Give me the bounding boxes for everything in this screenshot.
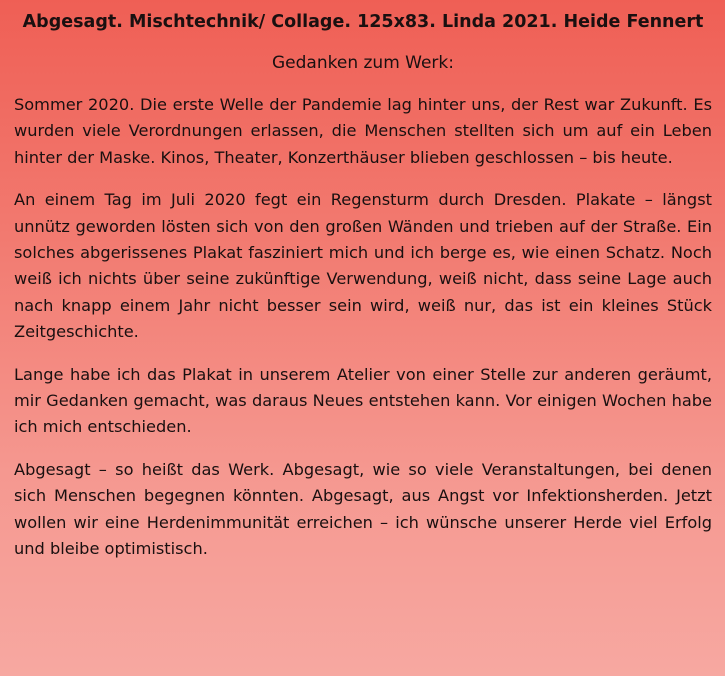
paragraph-1: Sommer 2020. Die erste Welle der Pandemie lag hinter uns, der Rest war Zukunft. Es wurden viele Verordnungen erlassen, die Menschen stellten sich um auf ein Leben hinter der Maske. Kinos, Theater, Konzerthäuser blieben geschlossen – bis heute. [14,95,712,167]
paragraph-3: Lange habe ich das Plakat in unserem Atelier von einer Stelle zur anderen geräumt, mir Gedanken gemacht, was daraus Neues entstehen kann. Vor einigen Wochen habe ich mich entschieden. [14,364,712,437]
paragraph-2: An einem Tag im Juli 2020 fegt ein Regensturm durch Dresden. Plakate – längst unnütz geworden lösten sich von den großen Wänden und trieben auf der Straße. Ein solches abgerissenes Plakat fasziniert mich und ich berge es, wie einen Schatz. Noch weiß ich nichts über seine zukünftige Verwendung, weiß nicht, dass seine Lage auch nach knapp einem Jahr nicht besser sein wird, weiß nur, das ist ein kleines Stück Zeitgeschichte. [14,190,712,342]
paragraph-4: Abgesagt – so heißt das Werk. Abgesagt, wie so viele Veranstaltungen, bei denen sich Menschen begegnen könnten. Abgesagt, aus Angst vor Infektionsherden. Jetzt wollen wir eine Herdenimmunität erreichen – ich wünsche unserer Herde viel Erfolg und bleibe optimistisch. [14,459,712,559]
document-subtitle: Gedanken zum Werk: [272,53,454,73]
document-title: Abgesagt. Mischtechnik/ Collage. 125x83. Linda 2021. Heide Fennert [22,12,704,32]
